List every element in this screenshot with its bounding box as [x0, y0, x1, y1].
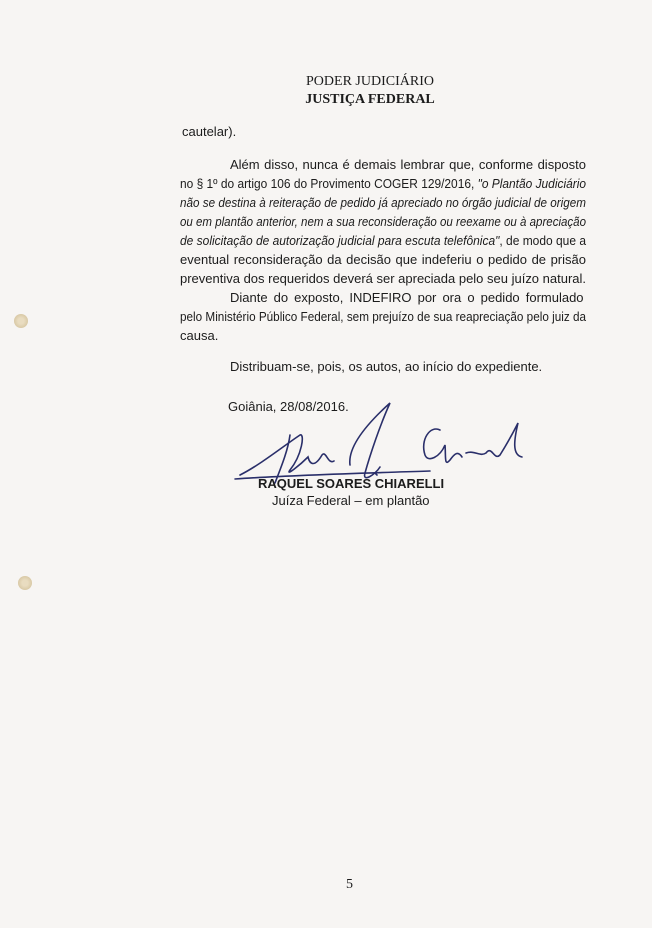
- text-line: eventual reconsideração da decisão que indeferiu o pedido de prisão: [180, 252, 586, 267]
- text-line: pelo Ministério Público Federal, sem prejuízo de sua reapreciação pelo juiz da: [180, 309, 586, 324]
- text-span: , de modo que a: [499, 233, 586, 248]
- signer-name: RAQUEL SOARES CHIARELLI: [258, 476, 445, 491]
- quote-italic: de solicitação de autorização judicial para escuta telefônica": [180, 233, 500, 248]
- text-line: causa.: [180, 328, 219, 343]
- text-line: [180, 214, 586, 230]
- text-line: [180, 195, 586, 211]
- text-line: [180, 233, 586, 249]
- text-span: no § 1º do artigo 106 do Provimento COGER 129/2016,: [180, 176, 478, 191]
- text-line: Além disso, nunca é demais lembrar que, conforme disposto: [230, 157, 586, 172]
- quote-italic: ou em plantão anterior, nem a sua reconsideração ou reexame ou à apreciação: [180, 214, 586, 229]
- text-line: Distribuam-se, pois, os autos, ao início do expediente.: [230, 359, 543, 374]
- header-poder-judiciario: PODER JUDICIÁRIO: [306, 74, 434, 89]
- header-justica-federal: JUSTIÇA FEDERAL: [305, 92, 435, 107]
- punch-hole: [18, 576, 32, 590]
- text-line: [180, 176, 586, 192]
- signer-role: Juíza Federal – em plantão: [272, 493, 430, 508]
- place-date: Goiânia, 28/08/2016.: [228, 399, 349, 414]
- page-number: 5: [346, 877, 353, 892]
- punch-hole: [14, 314, 28, 328]
- text-line: preventiva dos requeridos deverá ser apreciada pelo seu juízo natural.: [180, 271, 586, 286]
- text-line: cautelar).: [182, 124, 237, 139]
- text-line: Diante do exposto, INDEFIRO por ora o pedido formulado: [230, 290, 584, 305]
- quote-italic: não se destina à reiteração de pedido já apreciado no órgão judicial de origem: [180, 195, 586, 210]
- quote-italic: "o Plantão Judiciário: [477, 176, 586, 191]
